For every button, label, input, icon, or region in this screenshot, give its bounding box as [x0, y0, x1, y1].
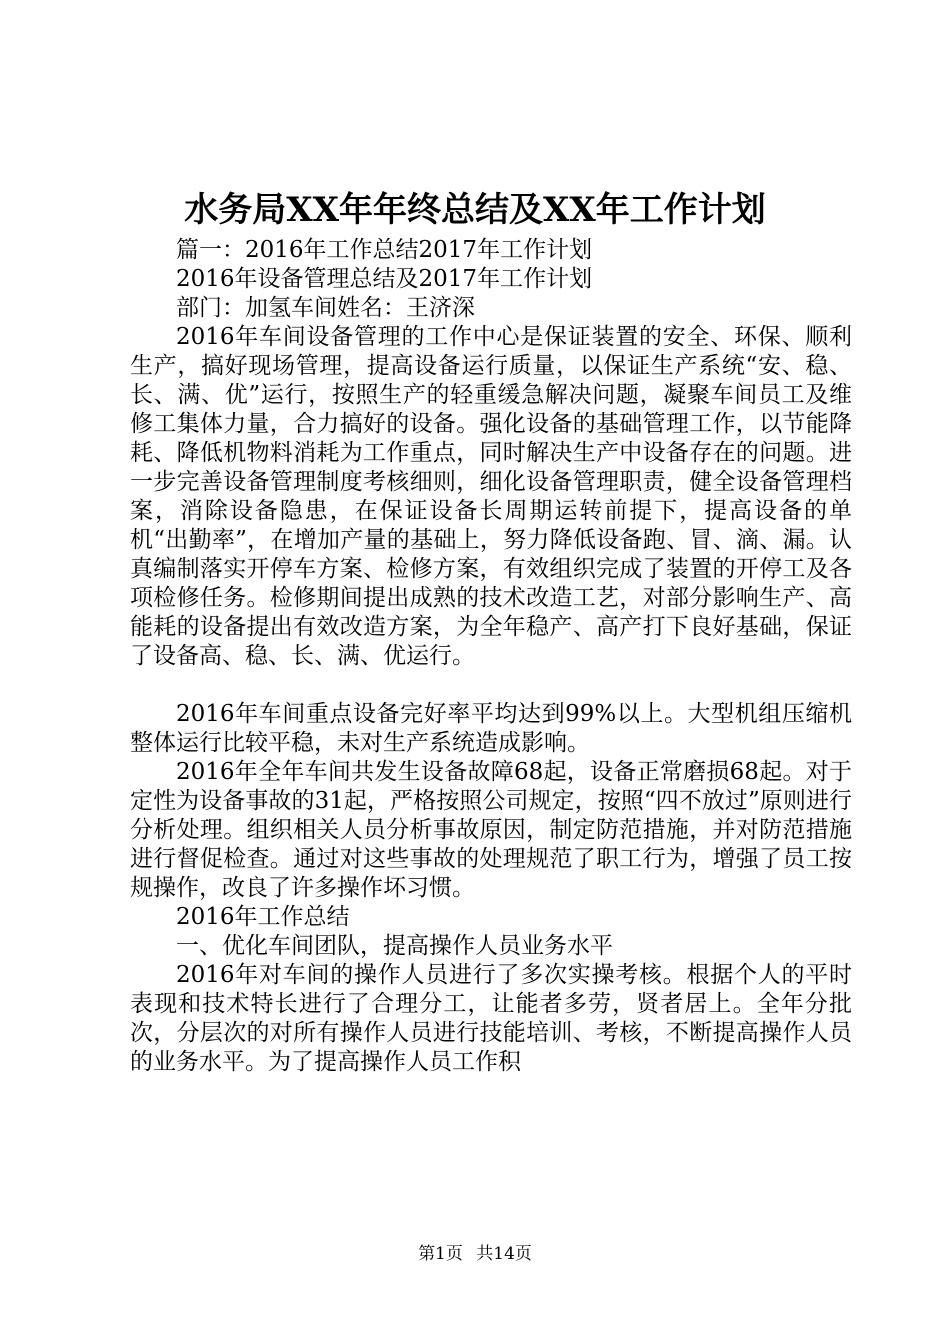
paragraph-subtitle-2: 2016年设备管理总结及2017年工作计划 — [176, 266, 593, 292]
paragraph-body-1: 2016年车间设备管理的工作中心是保证装置的安全、环保、顺利生产，搞好现场管理，提高设备运行质量，以保证生产系统“安、稳、长、满、优”运行，按照生产的轻重缓急解决问题，凝聚车间员工及维修工集体力量，合力搞好的设备。强化设备的基础管理工作，以节能降耗、降低机物料消耗为工作重点，同时解决生产中设备存在的问题。进一步完善设备管理制度考核细则，细化设备管理职责，健全设备管理档案，消除设备隐患，在保证设备长周期运转前提下，提高设备的单机“出勤率”，在增加产量的基础上，努力降低设备跑、冒、滴、漏。认真编制落实开停车方案、检修方案，有效组织完成了装置的开停工及各项检修任务。检修期间提出成熟的技术改造工艺，对部分影响生产、高能耗的设备提出有效改造方案，为全年稳产、高产打下良好基础，保证了设备高、稳、长、满、优运行。 — [130, 324, 852, 669]
page-number-current: 第1页 — [418, 1244, 463, 1264]
paragraph-body-3: 2016年全年车间共发生设备故障68起，设备正常磨损68起。对于定性为设备事故的31起，严格按照公司规定，按照“四不放过”原则进行分析处理。组织相关人员分析事故原因，制定防范措施，并对防范措施进行督促检查。通过对这些事故的处理规范了职工行为，增强了员工按规操作，改良了许多操作坏习惯。 — [130, 759, 852, 901]
paragraph-heading-summary: 2016年工作总结 — [176, 904, 350, 930]
paragraph-subtitle-1: 篇一：2016年工作总结2017年工作计划 — [176, 237, 593, 263]
paragraph-heading-section-1: 一、优化车间团队，提高操作人员业务水平 — [176, 933, 613, 959]
paragraph-body-2: 2016年车间重点设备完好率平均达到99%以上。大型机组压缩机整体运行比较平稳，未对生产系统造成影响。 — [130, 701, 852, 756]
document-title: 水务局XX年年终总结及XX年工作计划 — [184, 190, 766, 230]
page-footer — [0, 1242, 950, 1266]
paragraph-department: 部门：加氢车间姓名：王济深 — [176, 295, 475, 321]
paragraph-body-4: 2016年对车间的操作人员进行了多次实操考核。根据个人的平时表现和技术特长进行了合理分工，让能者多劳，贤者居上。全年分批次，分层次的对所有操作人员进行技能培训、考核，不断提高操作人员的业务水平。为了提高操作人员工作积 — [130, 962, 852, 1075]
document-body — [130, 236, 852, 1077]
page-number-total: 共14页 — [476, 1244, 532, 1264]
